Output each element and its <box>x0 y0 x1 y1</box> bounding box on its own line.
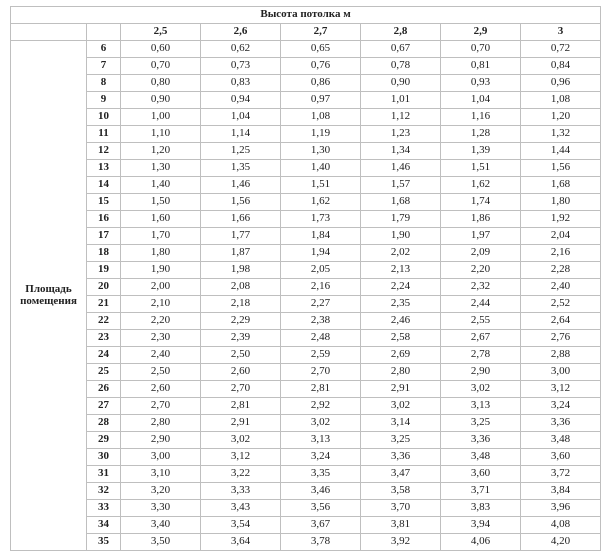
table-cell: 3,36 <box>361 449 441 466</box>
table-cell: 3,02 <box>281 415 361 432</box>
table-cell: 3,33 <box>201 483 281 500</box>
row-header: 18 <box>87 245 121 262</box>
table-cell: 3,50 <box>121 534 201 551</box>
table-cell: 2,00 <box>121 279 201 296</box>
row-header: 16 <box>87 211 121 228</box>
table-cell: 2,40 <box>521 279 601 296</box>
table-cell: 0,60 <box>121 41 201 58</box>
table-cell: 1,20 <box>121 143 201 160</box>
table-cell: 3,30 <box>121 500 201 517</box>
table-row <box>11 466 601 483</box>
row-header: 17 <box>87 228 121 245</box>
table-cell: 1,66 <box>201 211 281 228</box>
table-row <box>11 160 601 177</box>
row-header: 12 <box>87 143 121 160</box>
table-cell: 2,48 <box>281 330 361 347</box>
table-cell: 1,44 <box>521 143 601 160</box>
table-cell: 3,02 <box>201 432 281 449</box>
table-cell: 0,97 <box>281 92 361 109</box>
column-header-4: 2,9 <box>441 24 521 41</box>
table-cell: 2,91 <box>201 415 281 432</box>
table-cell: 2,18 <box>201 296 281 313</box>
table-cell: 4,06 <box>441 534 521 551</box>
table-cell: 2,13 <box>361 262 441 279</box>
table-row <box>11 330 601 347</box>
table-cell: 4,20 <box>521 534 601 551</box>
table-cell: 2,46 <box>361 313 441 330</box>
table-cell: 2,60 <box>201 364 281 381</box>
table-cell: 0,81 <box>441 58 521 75</box>
column-header-2: 2,7 <box>281 24 361 41</box>
table-cell: 1,12 <box>361 109 441 126</box>
table-cell: 1,30 <box>281 143 361 160</box>
table-cell: 2,20 <box>121 313 201 330</box>
table-cell: 3,56 <box>281 500 361 517</box>
table-cell: 1,30 <box>121 160 201 177</box>
table-cell: 2,32 <box>441 279 521 296</box>
table-row <box>11 517 601 534</box>
table-row <box>11 75 601 92</box>
table-row <box>11 279 601 296</box>
table-cell: 1,16 <box>441 109 521 126</box>
table-cell: 1,84 <box>281 228 361 245</box>
table-cell: 1,32 <box>521 126 601 143</box>
table-cell: 2,38 <box>281 313 361 330</box>
table-cell: 3,94 <box>441 517 521 534</box>
row-header: 25 <box>87 364 121 381</box>
table-cell: 1,14 <box>201 126 281 143</box>
table-row <box>11 126 601 143</box>
table-cell: 0,84 <box>521 58 601 75</box>
row-header: 14 <box>87 177 121 194</box>
row-header: 28 <box>87 415 121 432</box>
table-row <box>11 41 601 58</box>
table-cell: 2,24 <box>361 279 441 296</box>
table-cell: 3,22 <box>201 466 281 483</box>
table-row <box>11 109 601 126</box>
table-cell: 1,77 <box>201 228 281 245</box>
table-cell: 0,67 <box>361 41 441 58</box>
row-header: 13 <box>87 160 121 177</box>
row-header: 24 <box>87 347 121 364</box>
table-cell: 2,81 <box>201 398 281 415</box>
table-cell: 0,72 <box>521 41 601 58</box>
table-cell: 2,39 <box>201 330 281 347</box>
table-cell: 3,35 <box>281 466 361 483</box>
table-cell: 1,08 <box>281 109 361 126</box>
table-cell: 1,23 <box>361 126 441 143</box>
column-header-0: 2,5 <box>121 24 201 41</box>
table-cell: 2,80 <box>121 415 201 432</box>
table-cell: 0,83 <box>201 75 281 92</box>
table-row <box>11 228 601 245</box>
table-row <box>11 398 601 415</box>
table-cell: 1,34 <box>361 143 441 160</box>
table-cell: 2,52 <box>521 296 601 313</box>
table-cell: 3,12 <box>521 381 601 398</box>
table-cell: 2,05 <box>281 262 361 279</box>
table-cell: 1,74 <box>441 194 521 211</box>
row-header: 10 <box>87 109 121 126</box>
column-header-1: 2,6 <box>201 24 281 41</box>
table-cell: 3,92 <box>361 534 441 551</box>
table-cell: 1,04 <box>441 92 521 109</box>
table-cell: 2,35 <box>361 296 441 313</box>
table-cell: 3,81 <box>361 517 441 534</box>
table-cell: 3,54 <box>201 517 281 534</box>
table-cell: 2,91 <box>361 381 441 398</box>
row-header: 33 <box>87 500 121 517</box>
table-cell: 2,40 <box>121 347 201 364</box>
table-cell: 2,59 <box>281 347 361 364</box>
table-row <box>11 432 601 449</box>
table-cell: 0,62 <box>201 41 281 58</box>
table-row <box>11 92 601 109</box>
table-cell: 1,97 <box>441 228 521 245</box>
table-cell: 3,48 <box>441 449 521 466</box>
table-row <box>11 194 601 211</box>
table-cell: 3,48 <box>521 432 601 449</box>
table-cell: 3,24 <box>521 398 601 415</box>
table-cell: 3,36 <box>441 432 521 449</box>
table-cell: 2,78 <box>441 347 521 364</box>
row-header: 29 <box>87 432 121 449</box>
table-cell: 1,00 <box>121 109 201 126</box>
table-cell: 3,36 <box>521 415 601 432</box>
table-body <box>11 7 601 551</box>
table-cell: 3,71 <box>441 483 521 500</box>
table-cell: 1,98 <box>201 262 281 279</box>
table-cell: 1,90 <box>361 228 441 245</box>
table-cell: 1,50 <box>121 194 201 211</box>
table-cell: 1,56 <box>201 194 281 211</box>
table-cell: 1,80 <box>521 194 601 211</box>
table-cell: 1,20 <box>521 109 601 126</box>
table-cell: 1,60 <box>121 211 201 228</box>
table-cell: 3,13 <box>281 432 361 449</box>
side-label-line2: помещения <box>20 294 77 307</box>
table-cell: 1,56 <box>521 160 601 177</box>
table-cell: 2,80 <box>361 364 441 381</box>
table-cell: 1,57 <box>361 177 441 194</box>
table-cell: 2,16 <box>521 245 601 262</box>
table-cell: 1,68 <box>361 194 441 211</box>
table-row <box>11 347 601 364</box>
table-row <box>11 449 601 466</box>
table-cell: 0,86 <box>281 75 361 92</box>
table-cell: 4,08 <box>521 517 601 534</box>
table-cell: 0,65 <box>281 41 361 58</box>
table-cell: 3,58 <box>361 483 441 500</box>
table-cell: 3,12 <box>201 449 281 466</box>
table-cell: 1,94 <box>281 245 361 262</box>
corner-blank-rowhead <box>87 24 121 41</box>
table-cell: 3,46 <box>281 483 361 500</box>
table-cell: 2,58 <box>361 330 441 347</box>
table-cell: 2,50 <box>121 364 201 381</box>
table-cell: 1,04 <box>201 109 281 126</box>
ceiling-height-area-table <box>10 6 601 551</box>
table-cell: 1,08 <box>521 92 601 109</box>
table-cell: 1,01 <box>361 92 441 109</box>
table-row <box>11 211 601 228</box>
table-cell: 1,40 <box>281 160 361 177</box>
row-header: 23 <box>87 330 121 347</box>
side-label <box>11 41 87 551</box>
table-cell: 1,46 <box>201 177 281 194</box>
table-cell: 0,76 <box>281 58 361 75</box>
table-row <box>11 415 601 432</box>
row-header: 6 <box>87 41 121 58</box>
table-cell: 3,24 <box>281 449 361 466</box>
table-cell: 0,73 <box>201 58 281 75</box>
column-header-5: 3 <box>521 24 601 41</box>
table-cell: 2,76 <box>521 330 601 347</box>
table-cell: 2,09 <box>441 245 521 262</box>
table-row <box>11 381 601 398</box>
table-cell: 3,00 <box>521 364 601 381</box>
table-cell: 1,73 <box>281 211 361 228</box>
table-cell: 2,70 <box>201 381 281 398</box>
table-cell: 1,79 <box>361 211 441 228</box>
side-label-line1: Площадь <box>25 282 72 295</box>
table-cell: 0,70 <box>441 41 521 58</box>
table-cell: 2,70 <box>281 364 361 381</box>
table-cell: 1,68 <box>521 177 601 194</box>
table-cell: 3,20 <box>121 483 201 500</box>
table-cell: 2,88 <box>521 347 601 364</box>
table-cell: 1,46 <box>361 160 441 177</box>
table-row <box>11 483 601 500</box>
table-row <box>11 58 601 75</box>
table-cell: 2,92 <box>281 398 361 415</box>
table-cell: 0,96 <box>521 75 601 92</box>
row-header: 26 <box>87 381 121 398</box>
row-header: 15 <box>87 194 121 211</box>
table-cell: 1,86 <box>441 211 521 228</box>
table-cell: 2,50 <box>201 347 281 364</box>
row-header: 31 <box>87 466 121 483</box>
row-header: 9 <box>87 92 121 109</box>
table-cell: 1,35 <box>201 160 281 177</box>
table-cell: 2,90 <box>121 432 201 449</box>
table-cell: 1,92 <box>521 211 601 228</box>
table-cell: 2,69 <box>361 347 441 364</box>
row-header: 22 <box>87 313 121 330</box>
table-cell: 0,70 <box>121 58 201 75</box>
table-cell: 1,10 <box>121 126 201 143</box>
table-cell: 2,60 <box>121 381 201 398</box>
table-cell: 0,80 <box>121 75 201 92</box>
table-cell: 2,28 <box>521 262 601 279</box>
row-header: 32 <box>87 483 121 500</box>
table-cell: 3,10 <box>121 466 201 483</box>
table-cell: 0,78 <box>361 58 441 75</box>
table-cell: 3,64 <box>201 534 281 551</box>
table-cell: 3,02 <box>361 398 441 415</box>
table-cell: 1,90 <box>121 262 201 279</box>
row-header: 7 <box>87 58 121 75</box>
table-cell: 3,78 <box>281 534 361 551</box>
corner-blank-side <box>11 24 87 41</box>
table-cell: 3,25 <box>441 415 521 432</box>
table-cell: 1,51 <box>441 160 521 177</box>
table-title: Высота потолка м <box>11 7 601 24</box>
table-cell: 0,93 <box>441 75 521 92</box>
table-cell: 3,00 <box>121 449 201 466</box>
table-cell: 2,44 <box>441 296 521 313</box>
table-cell: 1,25 <box>201 143 281 160</box>
table-row <box>11 262 601 279</box>
table-cell: 1,62 <box>441 177 521 194</box>
table-cell: 2,08 <box>201 279 281 296</box>
table-cell: 3,72 <box>521 466 601 483</box>
row-header: 35 <box>87 534 121 551</box>
table-cell: 0,90 <box>121 92 201 109</box>
table-cell: 1,28 <box>441 126 521 143</box>
table-cell: 2,55 <box>441 313 521 330</box>
table-cell: 0,90 <box>361 75 441 92</box>
table-cell: 1,51 <box>281 177 361 194</box>
table-cell: 3,43 <box>201 500 281 517</box>
table-cell: 3,25 <box>361 432 441 449</box>
table-cell: 3,60 <box>441 466 521 483</box>
table-cell: 3,70 <box>361 500 441 517</box>
table-cell: 2,02 <box>361 245 441 262</box>
table-cell: 1,87 <box>201 245 281 262</box>
table-cell: 0,94 <box>201 92 281 109</box>
table-cell: 2,30 <box>121 330 201 347</box>
table-cell: 2,16 <box>281 279 361 296</box>
table-cell: 3,14 <box>361 415 441 432</box>
table-row <box>11 313 601 330</box>
table-row <box>11 245 601 262</box>
table-cell: 2,70 <box>121 398 201 415</box>
table-cell: 1,39 <box>441 143 521 160</box>
table-cell: 2,67 <box>441 330 521 347</box>
table-cell: 3,47 <box>361 466 441 483</box>
table-cell: 2,64 <box>521 313 601 330</box>
table-cell: 2,27 <box>281 296 361 313</box>
table-cell: 3,60 <box>521 449 601 466</box>
table-cell: 2,20 <box>441 262 521 279</box>
table-cell: 3,96 <box>521 500 601 517</box>
table-row <box>11 177 601 194</box>
table-cell: 3,02 <box>441 381 521 398</box>
table-row <box>11 364 601 381</box>
column-header-3: 2,8 <box>361 24 441 41</box>
table-cell: 3,84 <box>521 483 601 500</box>
table-cell: 1,70 <box>121 228 201 245</box>
table-cell: 3,67 <box>281 517 361 534</box>
table-cell: 1,19 <box>281 126 361 143</box>
table-cell: 2,81 <box>281 381 361 398</box>
table-cell: 2,29 <box>201 313 281 330</box>
table-cell: 2,04 <box>521 228 601 245</box>
row-header: 27 <box>87 398 121 415</box>
row-header: 30 <box>87 449 121 466</box>
table-cell: 2,10 <box>121 296 201 313</box>
row-header: 34 <box>87 517 121 534</box>
table-cell: 3,13 <box>441 398 521 415</box>
table-row <box>11 296 601 313</box>
table-cell: 1,80 <box>121 245 201 262</box>
row-header: 8 <box>87 75 121 92</box>
table-row <box>11 143 601 160</box>
table-cell: 3,40 <box>121 517 201 534</box>
table-cell: 1,40 <box>121 177 201 194</box>
table-cell: 3,83 <box>441 500 521 517</box>
table-title-row <box>11 7 601 24</box>
table-row <box>11 500 601 517</box>
row-header: 19 <box>87 262 121 279</box>
row-header: 11 <box>87 126 121 143</box>
row-header: 20 <box>87 279 121 296</box>
table-cell: 2,90 <box>441 364 521 381</box>
table-header-row <box>11 24 601 41</box>
row-header: 21 <box>87 296 121 313</box>
table-cell: 1,62 <box>281 194 361 211</box>
